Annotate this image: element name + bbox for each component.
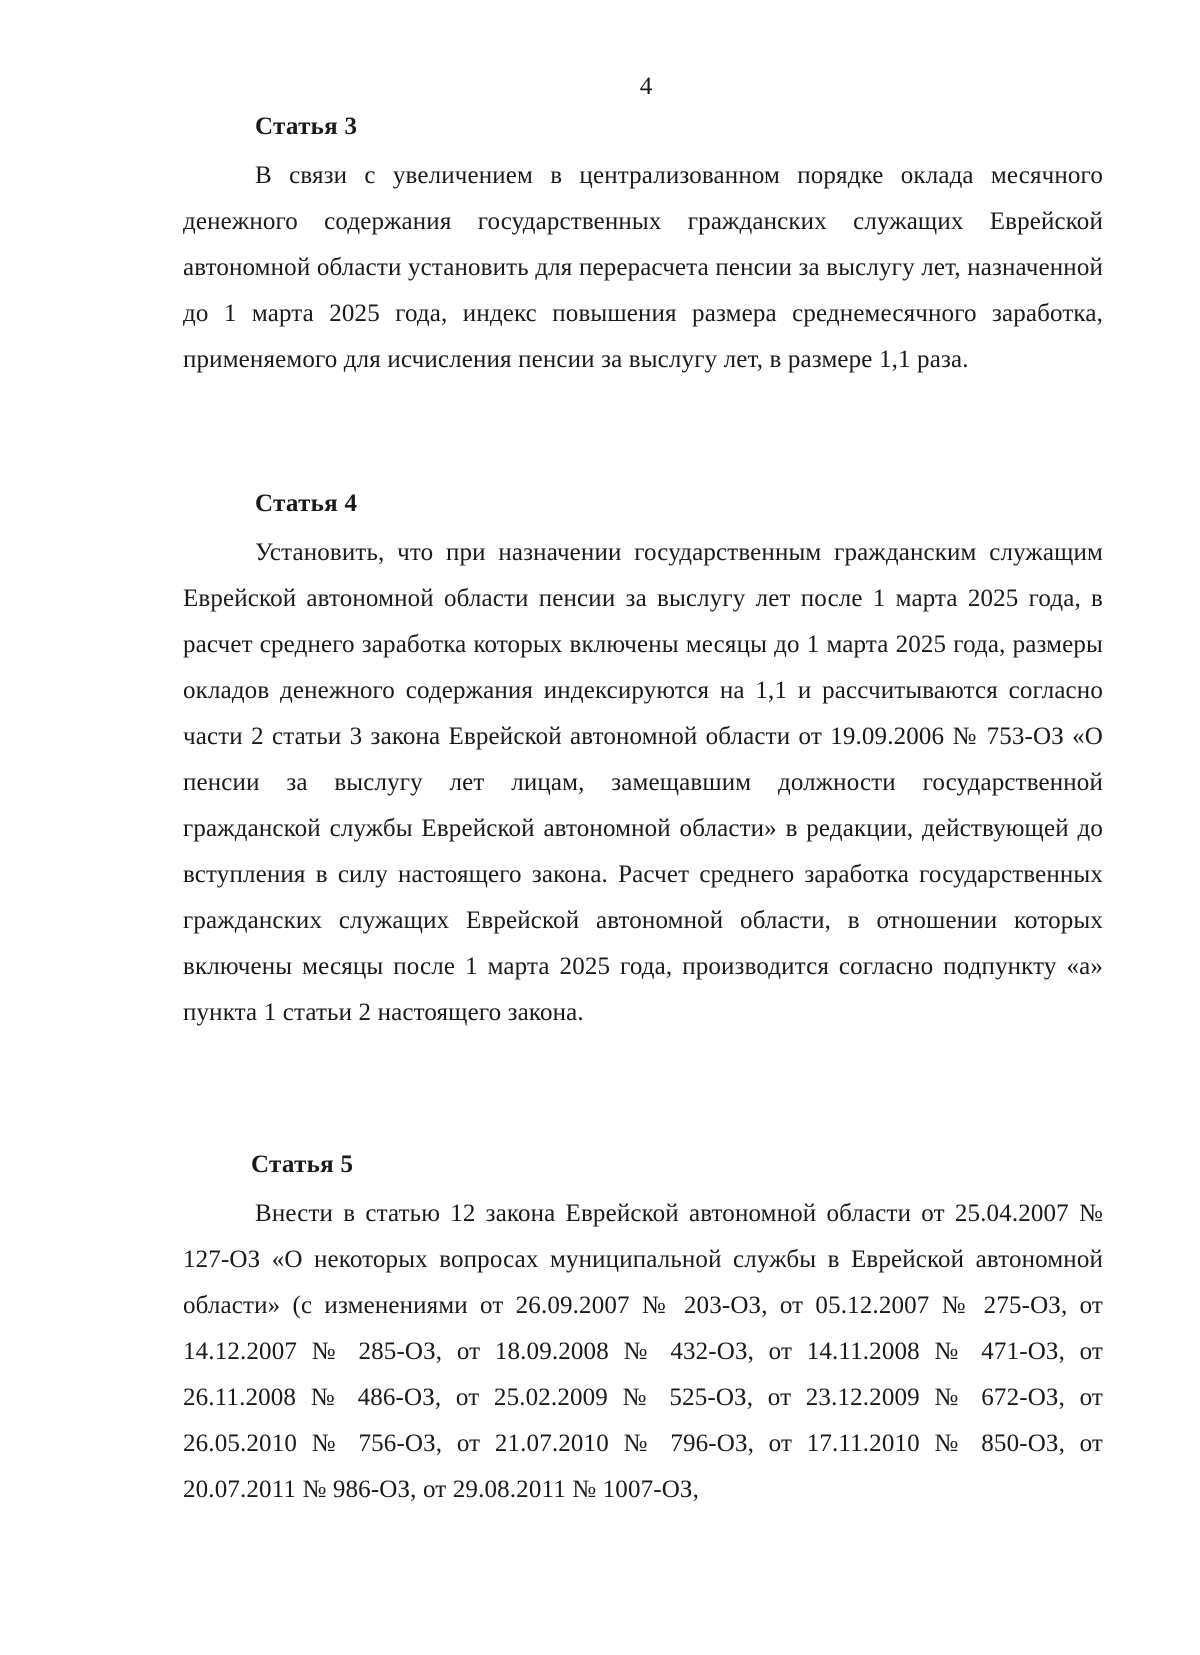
article-title: Статья 4: [255, 490, 358, 517]
article-5: [183, 1150, 1103, 1513]
article-3: [183, 112, 1103, 383]
article-title: Статья 3: [255, 113, 358, 140]
article-text: В связи с увеличением в централизованном порядке оклада месячного денежного содержания государственных гражданских служащих Еврейской автономной области установить для перерасчета пенсии за выслугу лет, назначенной до 1 марта 2025 года, индекс повышения размера среднемесячного заработка, применяемого для исчисления пенсии за выслугу лет, в размере 1,1 раза.: [183, 162, 1103, 373]
article-4: [183, 489, 1103, 1036]
article-text: Установить, что при назначении государственным гражданским служащим Еврейской автономной области пенсии за выслугу лет после 1 марта 2025 года, в расчет среднего заработка которых включены месяцы до 1 марта 2025 года, размеры окладов денежного содержания индексируются на 1,1 и рассчитываются согласно части 2 статьи 3 закона Еврейской автономной области от 19.09.2006 № 753-ОЗ «О пенсии за выслугу лет лицам, замещавшим должности государственной гражданской службы Еврейской автономной области» в редакции, действующей до вступления в силу настоящего закона. Расчет среднего заработка государственных гражданских служащих Еврейской автономной области, в отношении которых включены месяцы после 1 марта 2025 года, производится согласно подпункту «а» пункта 1 статьи 2 настоящего закона.: [183, 539, 1103, 1026]
page-number: 4: [639, 73, 653, 100]
article-text: Внести в статью 12 закона Еврейской автономной области от 25.04.2007 № 127-ОЗ «О некоторых вопросах муниципальной службы в Еврейской автономной области» (с изменениями от 26.09.2007 № 203-ОЗ, от 05.12.2007 № 275-ОЗ, от 14.12.2007 № 285-ОЗ, от 18.09.2008 № 432-ОЗ, от 14.11.2008 № 471-ОЗ, от 26.11.2008 № 486-ОЗ, от 25.02.2009 № 525-ОЗ, от 23.12.2009 № 672-ОЗ, от 26.05.2010 № 756-ОЗ, от 21.07.2010 № 796-ОЗ, от 17.11.2010 № 850-ОЗ, от 20.07.2011 № 986-ОЗ, от 29.08.2011 № 1007-ОЗ,: [183, 1200, 1103, 1503]
article-title: Статья 5: [251, 1151, 354, 1178]
